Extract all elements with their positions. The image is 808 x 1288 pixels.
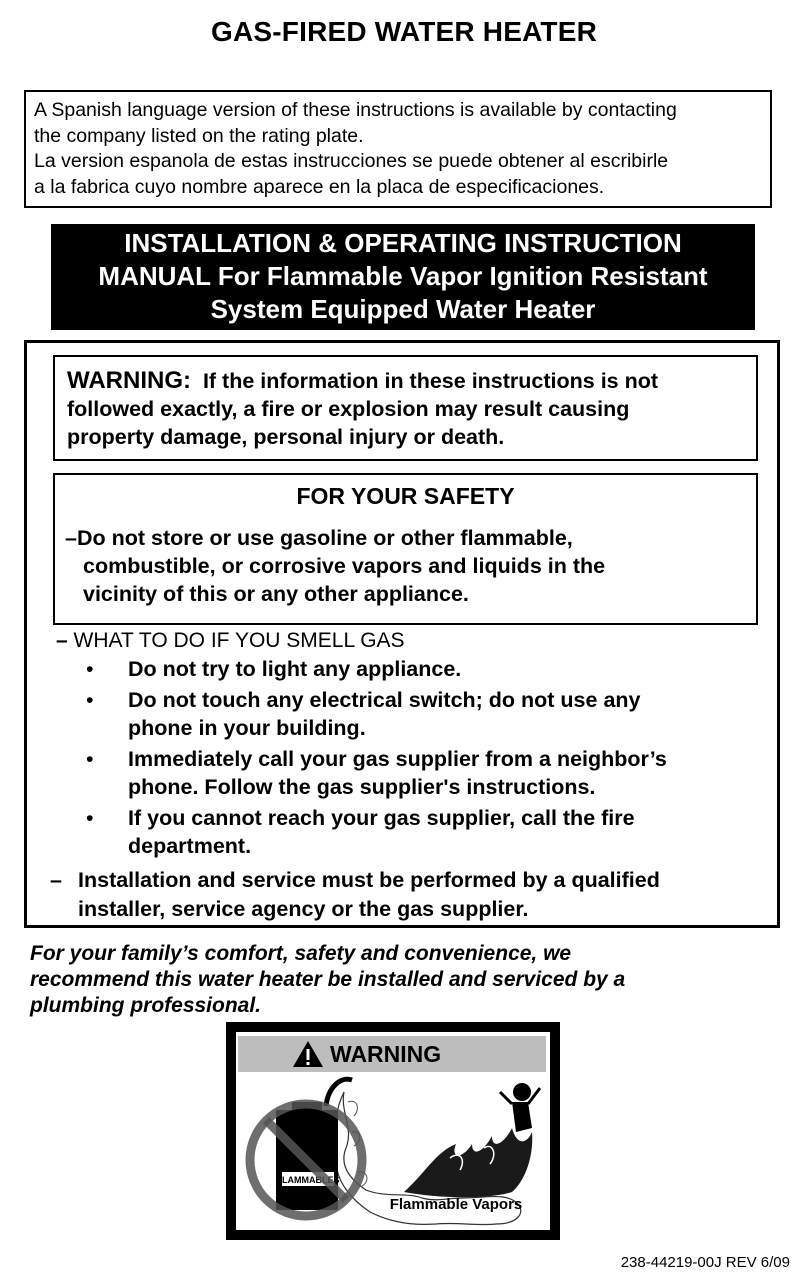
warning-label: WARNING: [67, 367, 191, 394]
for-your-safety-box [53, 473, 758, 625]
list-item: • Do not try to light any appliance. [84, 655, 764, 684]
list-item-line: Do not touch any electrical switch; do not use any [128, 687, 641, 712]
family-line: For your family’s comfort, safety and convenience, we [30, 942, 572, 965]
warning-line: property damage, personal injury or death. [67, 425, 505, 449]
warning-band-label: WARNING [330, 1040, 442, 1067]
language-notice-line: La version espanola de estas instrucciones se puede obtener al escribirle [34, 150, 669, 172]
list-item-line: Immediately call your gas supplier from a neighbor’s [128, 746, 667, 771]
dash-marker: – [50, 868, 62, 892]
safety-text [65, 524, 745, 608]
warning-line: followed exactly, a fire or explosion may result causing [67, 397, 630, 421]
safety-line: Do not store or use gasoline or other flammable, [76, 526, 573, 550]
warning-graphic-panel [236, 1032, 550, 1230]
language-notice-line: the company listed on the rating plate. [34, 124, 364, 147]
gas-heading [56, 627, 405, 655]
family-line: plumbing professional. [30, 994, 262, 1017]
manual-title-line: System Equipped Water Heater [210, 294, 596, 324]
safety-line: combustible, or corrosive vapors and liquids in the [83, 554, 606, 578]
manual-title-banner [51, 224, 755, 330]
install-line: installer, service agency or the gas supplier. [78, 896, 529, 921]
list-item-line: department. [128, 834, 252, 858]
list-item: • Do not touch any electrical switch; do not use any phone in your building. [84, 686, 764, 743]
language-notice-box [24, 90, 772, 208]
manual-title-line: MANUAL For Flammable Vapor Ignition Resistant [98, 261, 708, 291]
warning-box [53, 355, 758, 461]
manual-title-line: INSTALLATION & OPERATING INSTRUCTION [124, 228, 682, 258]
document-title: GAS-FIRED WATER HEATER [210, 16, 598, 47]
flammable-vapors-warning-graphic [226, 1022, 560, 1240]
family-line: recommend this water heater be installed and serviced by a [30, 968, 626, 991]
document-number: 238-44219-00J REV 6/09 [620, 1254, 790, 1271]
install-line: Installation and service must be performed by a qualified [78, 868, 660, 892]
vapor-label: Flammable Vapors [389, 1196, 523, 1213]
flame-icon [404, 1128, 532, 1197]
gas-instructions-list [84, 655, 764, 863]
dash-marker: – [56, 629, 68, 652]
family-recommendation [30, 941, 790, 1019]
running-person-icon [500, 1083, 540, 1132]
dash-marker: – [65, 526, 77, 550]
list-item-line: phone in your building. [128, 716, 366, 740]
can-label: FLAMMABLES [276, 1175, 340, 1185]
list-item: • Immediately call your gas supplier from a neighbor’s phone. Follow the gas supplier's instructions. [84, 745, 764, 802]
language-notice-line: A Spanish language version of these instructions is available by contacting [34, 99, 677, 121]
gas-heading-text: WHAT TO DO IF YOU SMELL GAS [73, 629, 405, 652]
list-item-line: If you cannot reach your gas supplier, call the fire [128, 805, 635, 830]
list-item: • If you cannot reach your gas supplier, call the fire department. [84, 804, 764, 861]
safety-line: vicinity of this or any other appliance. [83, 582, 469, 606]
list-item-line: phone. Follow the gas supplier's instructions. [128, 775, 596, 799]
installation-notice [50, 866, 770, 923]
list-item-line: Do not try to light any appliance. [128, 657, 462, 681]
safety-heading: FOR YOUR SAFETY [296, 483, 515, 509]
language-notice-line: a la fabrica cuyo nombre aparece en la placa de especificaciones. [34, 175, 605, 198]
warning-line: If the information in these instructions is not [202, 369, 659, 393]
